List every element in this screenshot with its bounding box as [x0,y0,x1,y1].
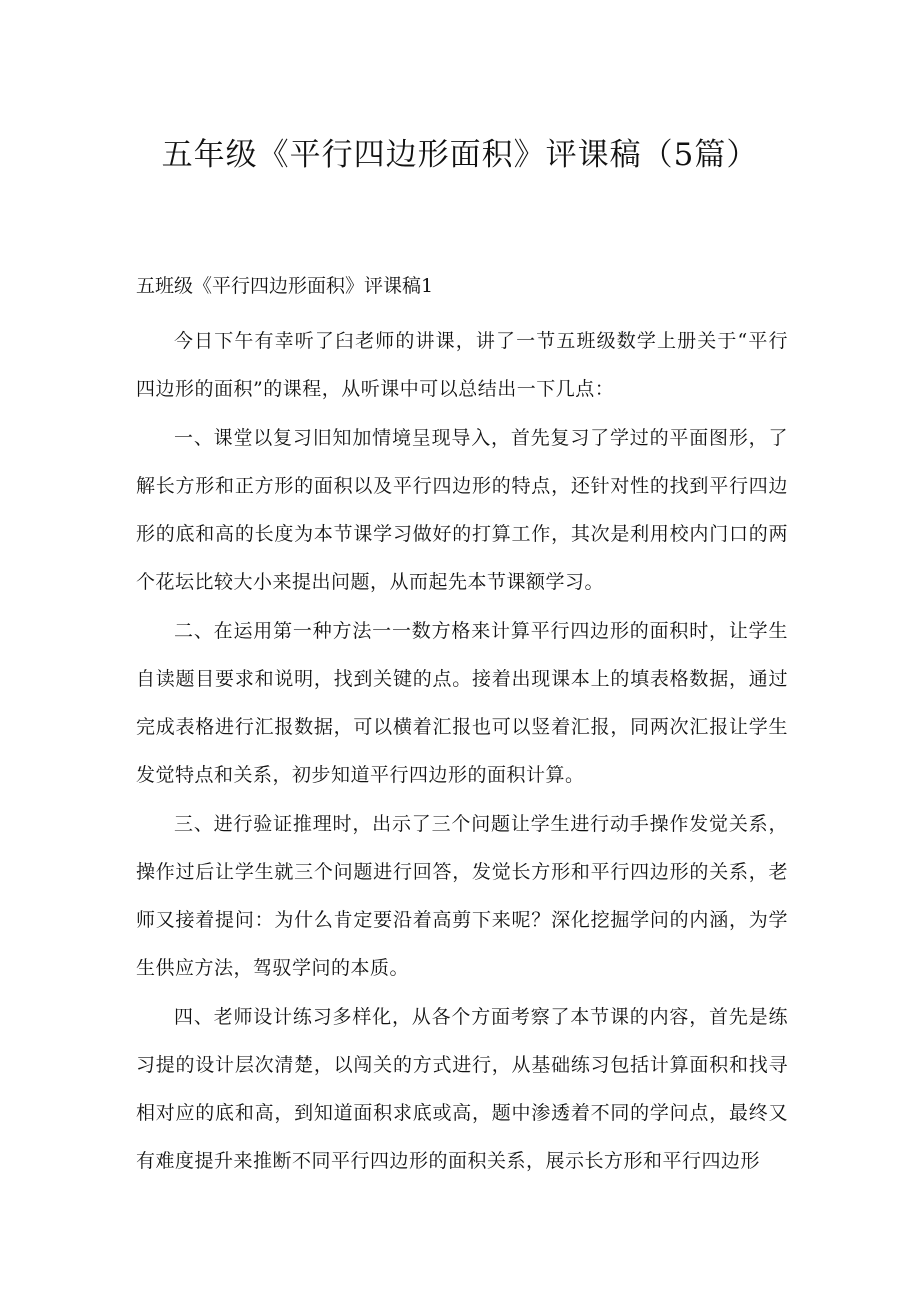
paragraph-point-3: 三、进行验证推理时，出示了三个问题让学生进行动手操作发觉关系，操作过后让学生就三个问题进行回答，发觉长方形和平行四边形的关系，老师又接着提问：为什么肯定要沿着高剪下来呢？深化挖掘学问的内涵，为学生供应方法，驾驭学问的本质。 [136,813,788,979]
paragraph-point-4: 四、老师设计练习多样化，从各个方面考察了本节课的内容，首先是练习提的设计层次清楚，以闯关的方式进行，从基础练习包括计算面积和找寻相对应的底和高，到知道面积求底或高，题中渗透着不同的学问点，最终又有难度提升来推断不同平行四边形的面积关系，展示长方形和平行四边形 [136,1006,788,1172]
section-heading: 五班级《平行四边形面积》评课稿1 [136,275,434,297]
document-body [136,317,788,1186]
document-title: 五年级《平行四边形面积》评课稿（5篇） [161,137,759,173]
paragraph-intro: 今日下午有幸听了臼老师的讲课，讲了一节五班级数学上册关于“平行四边形的面积”的课程，从听课中可以总结出一下几点： [136,330,788,400]
paragraph-point-1: 一、课堂以复习旧知加情境呈现导入，首先复习了学过的平面图形，了解长方形和正方形的面积以及平行四边形的特点，还针对性的找到平行四边形的底和高的长度为本节课学习做好的打算工作，其次是利用校内门口的两个花坛比较大小来提出问题，从而起先本节课额学习。 [136,427,788,593]
paragraph-point-2: 二、在运用第一种方法一一数方格来计算平行四边形的面积时，让学生自读题目要求和说明，找到关键的点。接着出现课本上的填表格数据，通过完成表格进行汇报数据，可以横着汇报也可以竖着汇报，同两次汇报让学生发觉特点和关系，初步知道平行四边形的面积计算。 [136,620,788,786]
